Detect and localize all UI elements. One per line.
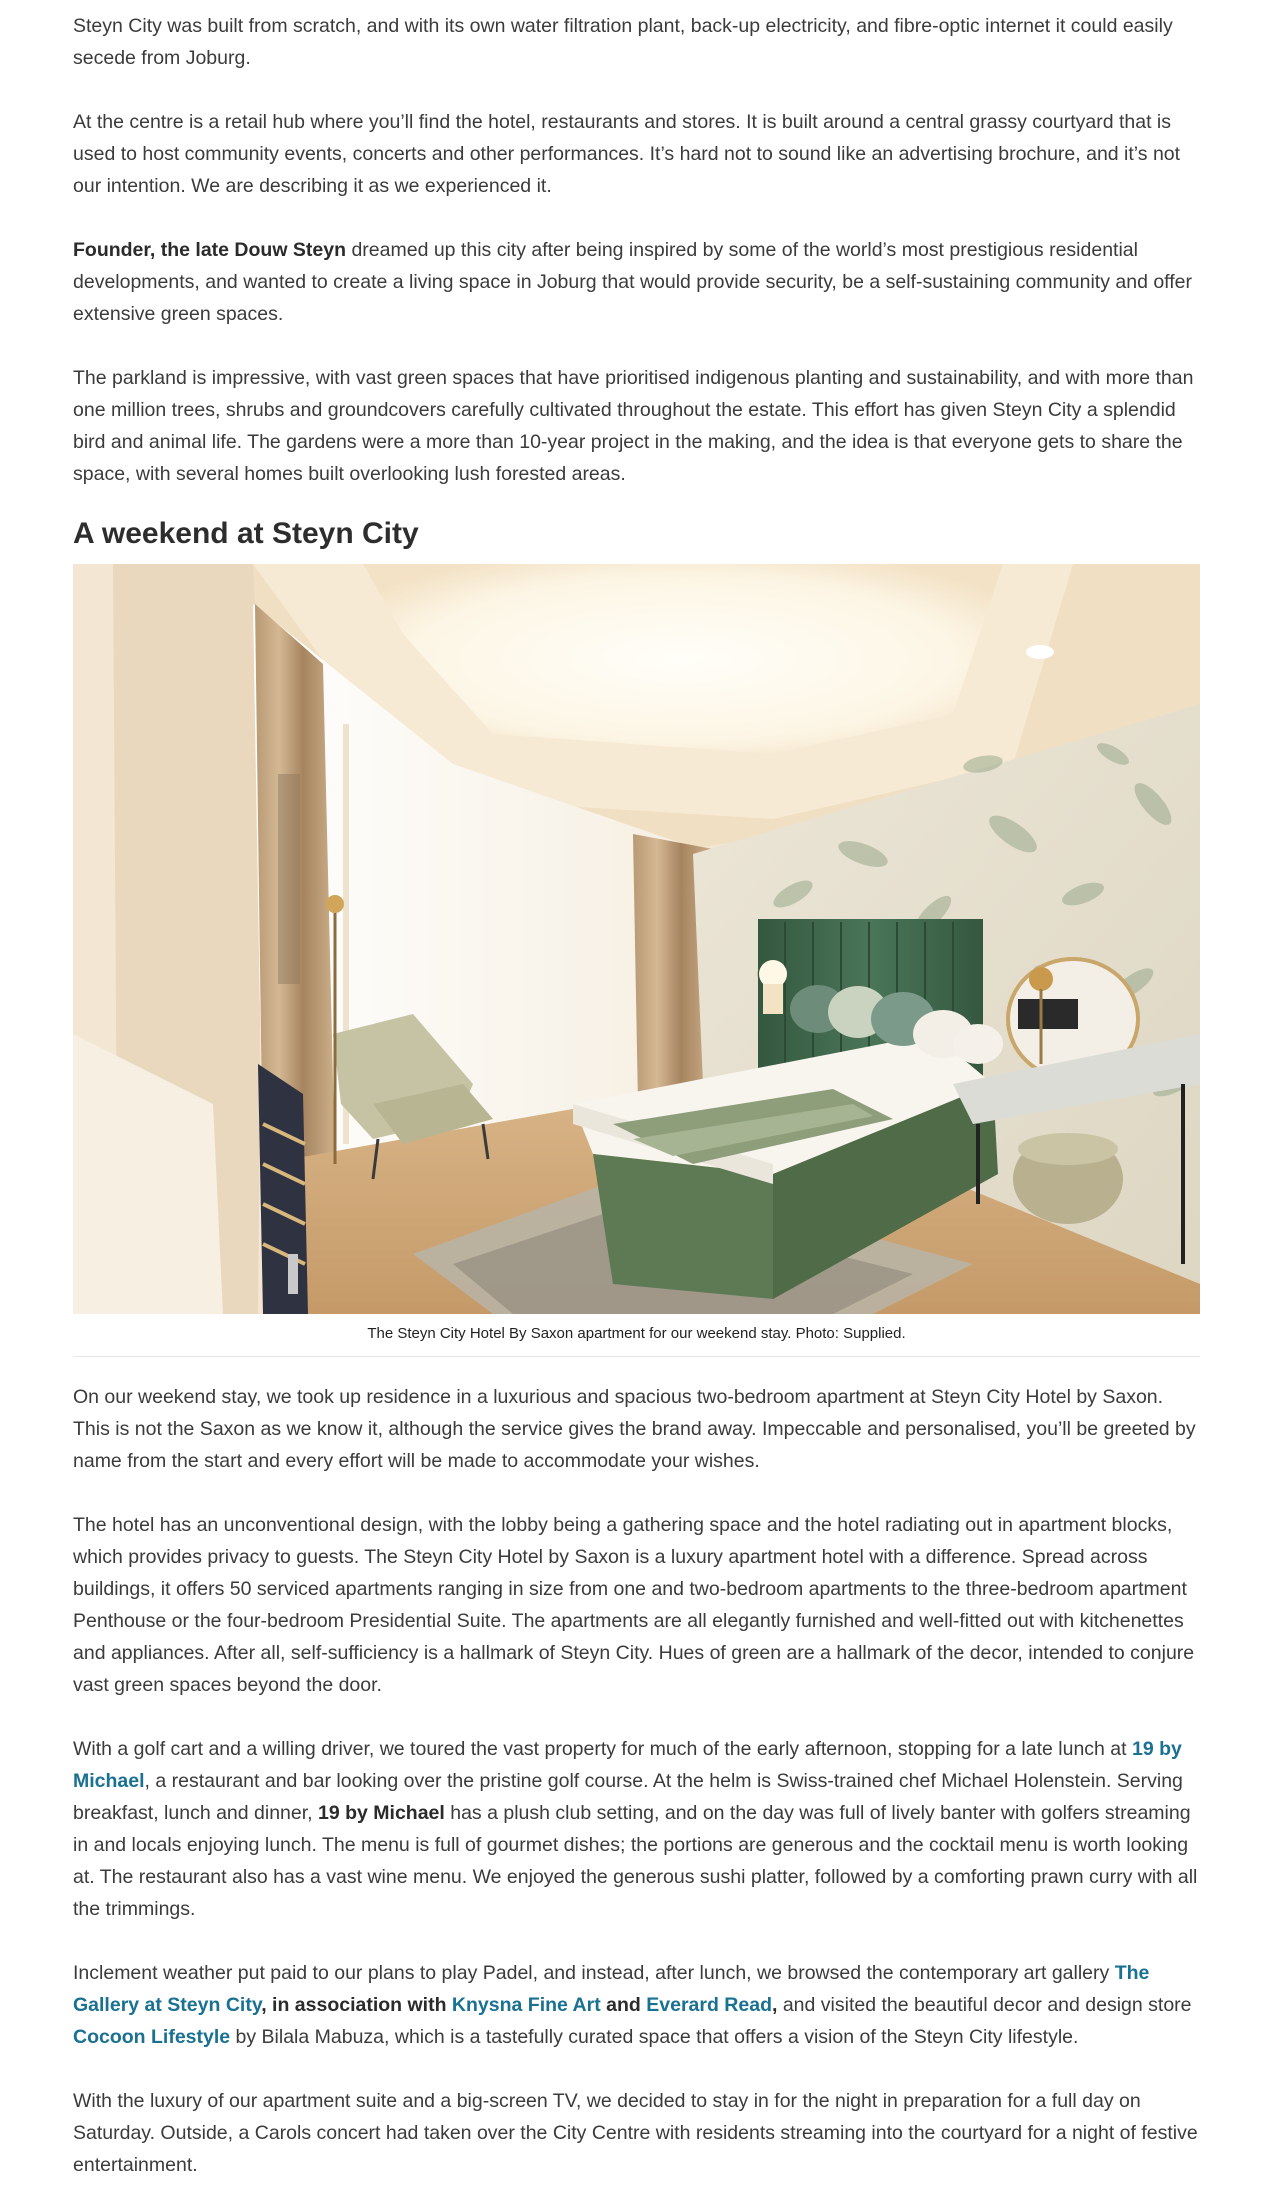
paragraph-founder	[73, 234, 1200, 330]
paragraph-evening: With the luxury of our apartment suite and a big-screen TV, we decided to stay in for the night in preparation for a full day on Saturday. Outside, a Carols concert had taken over the City Centre with residents streaming into the courtyard for a night of festive entertainment.	[73, 2090, 1198, 2176]
paragraph-parkland: The parkland is impressive, with vast green spaces that have prioritised indigenous planting and sustainability, and with more than one million trees, shrubs and groundcovers carefully cultivated throughout the estate. This effort has given Steyn City a splendid bird and animal life. The gardens were a more than 10-year project in the making, and the idea is that everyone gets to share the space, with several homes built overlooking lush forested areas.	[73, 367, 1194, 485]
paragraph-gallery	[73, 1957, 1200, 2053]
hotel-bedroom-photo	[73, 564, 1200, 1314]
hotel-photo-figure	[73, 564, 1200, 1357]
paragraph-golf-lunch	[73, 1733, 1200, 1925]
gallery-link[interactable]: The Gallery at Steyn City	[73, 1962, 1150, 2016]
founder-text: dreamed up this city after being inspired by some of the world’s most prestigious residential developments, and wanted to create a living space in Joburg that would provide security, be a self-sustaining community and offer extensive green spaces.	[73, 239, 1192, 325]
paragraph-apartment-stay: On our weekend stay, we took up residence in a luxurious and spacious two-bedroom apartment at Steyn City Hotel by Saxon. This is not the Saxon as we know it, although the service gives the brand away. Impeccable and personalised, you’ll be greeted by name from the start and every effort will be made to accommodate your wishes.	[73, 1386, 1196, 1472]
golf-text-3: has a plush club setting, and on the day was full of lively banter with golfers streaming in and locals enjoying lunch. The menu is full of gourmet dishes; the portions are generous and the cocktail menu is worth looking at. The restaurant also has a vast wine menu. We enjoyed the generous sushi platter, followed by a comforting prawn curry with all the trimmings.	[73, 1802, 1198, 1920]
everard-read-link[interactable]: Everard Read	[646, 1994, 772, 2016]
knysna-fine-art-link[interactable]: Knysna Fine Art	[451, 1994, 601, 2016]
gallery-text-1: Inclement weather put paid to our plans to play Padel, and instead, after lunch, we browsed the contemporary art gallery	[73, 1962, 1115, 1984]
restaurant-name-bold: 19 by Michael	[318, 1802, 445, 1824]
gallery-text-3: by Bilala Mabuza, which is a tastefully curated space that offers a vision of the Steyn City lifestyle.	[230, 2026, 1079, 2048]
golf-text-1: With a golf cart and a willing driver, we toured the vast property for much of the early afternoon, stopping for a late lunch at	[73, 1738, 1132, 1760]
gallery-bold-2: and	[600, 1994, 647, 2016]
bedroom-illustration	[73, 564, 1200, 1314]
golf-text-2: , a restaurant and bar looking over the pristine golf course. At the helm is Swiss-trained chef Michael Holenstein. Serving breakfast, lunch and dinner,	[73, 1770, 1183, 1824]
gallery-text-2: and visited the beautiful decor and design store	[777, 1994, 1192, 2016]
gallery-bold-3: ,	[771, 1994, 778, 2016]
paragraph-retail-hub: At the centre is a retail hub where you’ll find the hotel, restaurants and stores. It is built around a central grassy courtyard that is used to host community events, concerts and other performances. It’s hard not to sound like an advertising brochure, and it’s not our intention. We are describing it as we experienced it.	[73, 111, 1181, 197]
photo-caption: The Steyn City Hotel By Saxon apartment for our weekend stay. Photo: Supplied.	[73, 1314, 1200, 1357]
cocoon-lifestyle-link[interactable]: Cocoon Lifestyle	[73, 2026, 231, 2048]
section-heading: A weekend at Steyn City	[73, 517, 419, 550]
paragraph-hotel-design: The hotel has an unconventional design, with the lobby being a gathering space and the hotel radiating out in apartment blocks, which provides privacy to guests. The Steyn City Hotel by Saxon is a luxury apartment hotel with a difference. Spread across buildings, it offers 50 serviced apartments ranging in size from one and two-bedroom apartments to the three-bedroom apartment Penthouse or the four-bedroom Presidential Suite. The apartments are all elegantly furnished and well-fitted out with kitchenettes and appliances. After all, self-sufficiency is a hallmark of Steyn City. Hues of green are a hallmark of the decor, intended to conjure vast green spaces beyond the door.	[73, 1514, 1195, 1696]
gallery-bold-1: , in association with	[261, 1994, 452, 2016]
paragraph-water-filtration: Steyn City was built from scratch, and with its own water filtration plant, back-up electricity, and fibre-optic internet it could easily secede from Joburg.	[73, 15, 1173, 69]
article-body	[73, 0, 1200, 2181]
founder-name: Founder, the late Douw Steyn	[73, 239, 347, 261]
restaurant-link[interactable]: 19 by Michael	[73, 1738, 1182, 1792]
